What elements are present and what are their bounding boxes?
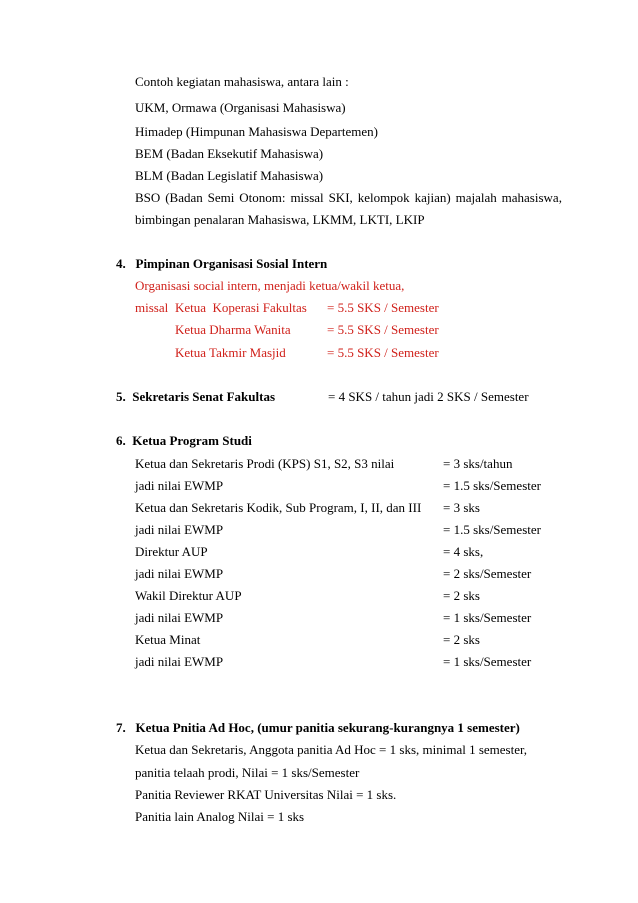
word: kelompok — [357, 190, 410, 205]
section-7-line-3: Panitia Reviewer RKAT Universitas Nilai = 1 sks. — [135, 787, 397, 802]
section-6-row-label: Direktur AUP — [135, 544, 208, 559]
intro-line-2: UKM, Ormawa (Organisasi Mahasiswa) — [135, 100, 346, 115]
section-5-heading: 5. Sekretaris Senat Fakultas — [116, 389, 276, 404]
section-6-row-label: jadi nilai EWMP — [135, 566, 224, 581]
word: Semi — [207, 190, 235, 205]
section-4-heading: 4. Pimpinan Organisasi Sosial Intern — [116, 256, 328, 271]
intro-line-6 — [135, 190, 562, 206]
section-4-row-value: = 5.5 SKS / Semester — [327, 345, 439, 360]
section-7-line-4: Panitia lain Analog Nilai = 1 sks — [135, 809, 305, 824]
intro-line-7: bimbingan penalaran Mahasiswa, LKMM, LKTI, LKIP — [135, 212, 425, 227]
section-4-prefix: missal — [135, 300, 169, 315]
word: SKI, — [328, 190, 353, 205]
section-6-row-value: = 4 sks, — [443, 544, 484, 559]
section-6-row-value: = 2 sks — [443, 588, 480, 603]
section-7-line-2: panitia telaah prodi, Nilai = 1 sks/Semester — [135, 765, 360, 780]
section-4-row-label: Ketua Dharma Wanita — [175, 322, 291, 337]
section-6-row-value: = 1 sks/Semester — [443, 610, 532, 625]
section-4-row-value: = 5.5 SKS / Semester — [327, 300, 439, 315]
word: missal — [290, 190, 324, 205]
section-6-row-label: Ketua Minat — [135, 632, 201, 647]
section-6-row-label: Wakil Direktur AUP — [135, 588, 242, 603]
section-4-row-label: Ketua Takmir Masjid — [175, 345, 286, 360]
section-7-heading: 7. Ketua Pnitia Ad Hoc, (umur panitia sekurang-kurangnya 1 semester) — [116, 720, 520, 735]
section-6-row-label: jadi nilai EWMP — [135, 654, 224, 669]
word: mahasiswa, — [501, 190, 562, 205]
section-7-line-1: Ketua dan Sekretaris, Anggota panitia Ad Hoc = 1 sks, minimal 1 semester, — [135, 742, 528, 757]
intro-line-5: BLM (Badan Legislatif Mahasiswa) — [135, 168, 324, 183]
intro-line-1: Contoh kegiatan mahasiswa, antara lain : — [135, 74, 349, 89]
section-6-row-label: Ketua dan Sekretaris Prodi (KPS) S1, S2, S3 nilai — [135, 456, 395, 471]
section-6-heading: 6. Ketua Program Studi — [116, 433, 252, 448]
section-6-row-label: Ketua dan Sekretaris Kodik, Sub Program, I, II, dan III — [135, 500, 422, 515]
word: kajian) — [414, 190, 451, 205]
section-6-row-label: jadi nilai EWMP — [135, 522, 224, 537]
section-6-row-value: = 3 sks — [443, 500, 480, 515]
section-6-row-value: = 1.5 sks/Semester — [443, 478, 541, 493]
word: majalah — [455, 190, 497, 205]
section-6-row-value: = 1.5 sks/Semester — [443, 522, 541, 537]
section-6-row-value: = 2 sks/Semester — [443, 566, 532, 581]
section-6-row-label: jadi nilai EWMP — [135, 610, 224, 625]
word: Otonom: — [239, 190, 286, 205]
section-4-row-label: Ketua Koperasi Fakultas — [175, 300, 307, 315]
section-6-row-value: = 2 sks — [443, 632, 480, 647]
section-4-row-value: = 5.5 SKS / Semester — [327, 322, 439, 337]
section-6-row-value: = 1 sks/Semester — [443, 654, 532, 669]
section-5-value: = 4 SKS / tahun jadi 2 SKS / Semester — [328, 389, 529, 404]
intro-line-3: Himadep (Himpunan Mahasiswa Departemen) — [135, 124, 378, 139]
intro-line-4: BEM (Badan Eksekutif Mahasiswa) — [135, 146, 324, 161]
section-6-row-value: = 3 sks/tahun — [443, 456, 513, 471]
section-4-line-1: Organisasi social intern, menjadi ketua/wakil ketua, — [135, 278, 405, 293]
section-6-row-label: jadi nilai EWMP — [135, 478, 224, 493]
word: BSO — [135, 190, 161, 205]
word: (Badan — [165, 190, 203, 205]
